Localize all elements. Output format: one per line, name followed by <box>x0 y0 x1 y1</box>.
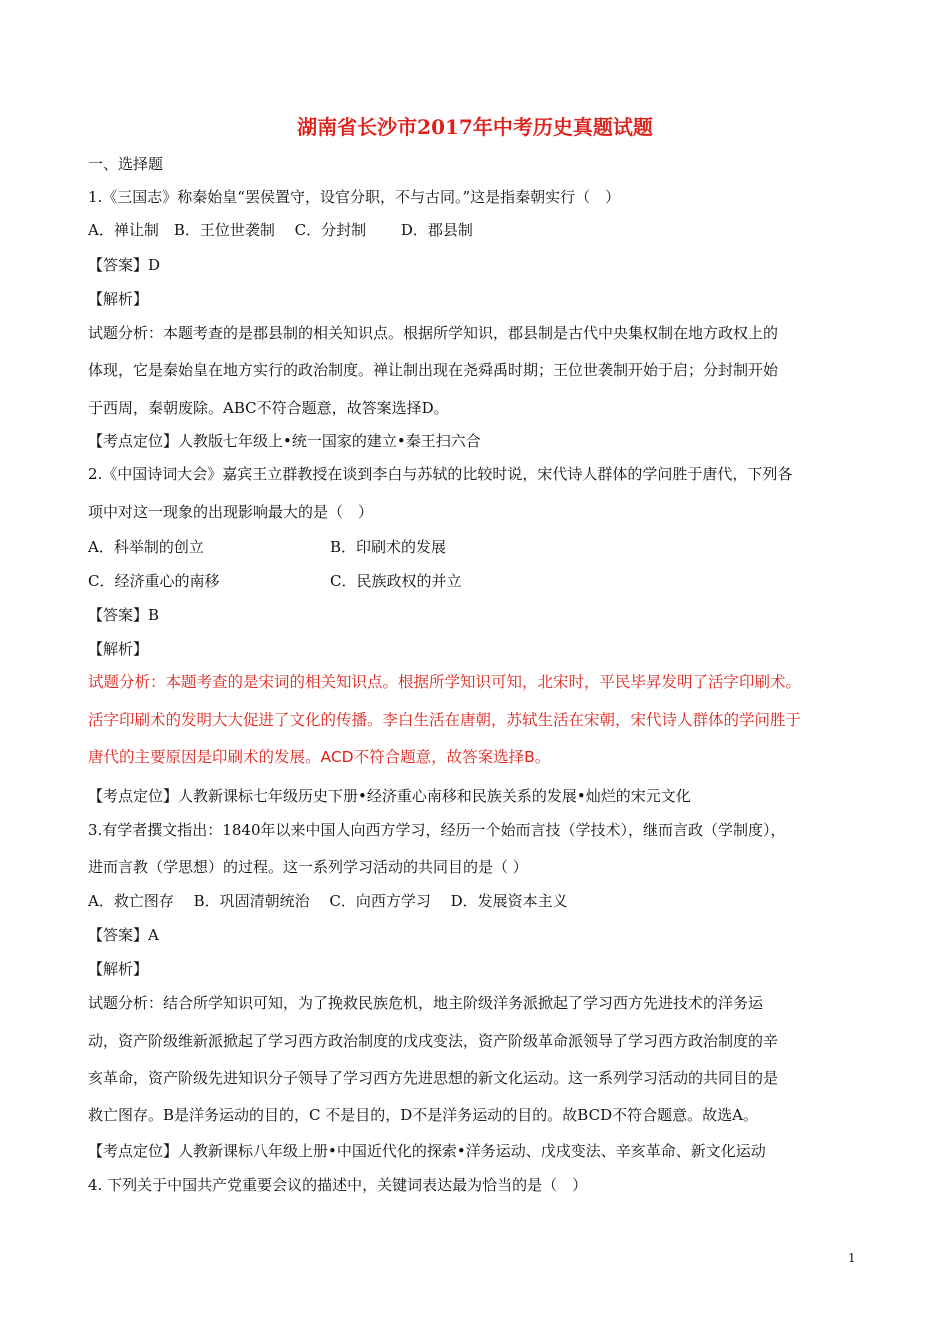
q2-option-d: C．民族政权的并立 <box>330 572 462 590</box>
q3-analysis-line: 救亡图存。B是洋务运动的目的，C 不是目的，D不是洋务运动的目的。故BCD不符合题意。故选A。 <box>88 1106 758 1124</box>
q2-analysis-line: 活字印刷术的发明大大促进了文化的传播。李白生活在唐朝，苏轼生活在宋朝，宋代诗人群体的学问胜于 <box>88 711 802 729</box>
q2-option-b: B．印刷术的发展 <box>330 538 447 556</box>
document-title: 湖南省长沙市2017年中考历史真题试题 <box>297 115 653 139</box>
q1-analysis-line: 试题分析：本题考查的是郡县制的相关知识点。根据所学知识，郡县制是古代中央集权制在地方政权上的 <box>88 324 779 342</box>
section-heading: 一、选择题 <box>88 155 164 173</box>
q3-analysis-label: 【解析】 <box>88 960 149 978</box>
q2-stem-line: 项中对这一现象的出现影响最大的是（ ） <box>88 503 374 521</box>
q1-point: 【考点定位】人教版七年级上•统一国家的建立•秦王扫六合 <box>88 432 481 450</box>
q4-stem: 4. 下列关于中国共产党重要会议的描述中，关键词表达最为恰当的是（ ） <box>88 1176 588 1194</box>
q2-stem-line: 2.《中国诗词大会》嘉宾王立群教授在谈到李白与苏轼的比较时说，宋代诗人群体的学问胜于唐代，下列各 <box>88 465 793 483</box>
q1-analysis-line: 于西周，秦朝废除。ABC不符合题意，故答案选择D。 <box>88 399 449 417</box>
q3-answer: 【答案】A <box>88 926 159 944</box>
q3-analysis-line: 亥革命，资产阶级先进知识分子领导了学习西方先进思想的新文化运动。这一系列学习活动的共同目的是 <box>88 1069 779 1087</box>
q3-stem-line: 3.有学者撰文指出：1840年以来中国人向西方学习，经历一个始而言技（学技术），继而言政（学制度）， <box>88 821 786 839</box>
q3-analysis-line: 试题分析：结合所学知识可知，为了挽救民族危机，地主阶级洋务派掀起了学习西方先进技术的洋务运 <box>88 994 764 1012</box>
q3-point: 【考点定位】人教新课标八年级上册•中国近代化的探索•洋务运动、戊戌变法、辛亥革命、新文化运动 <box>88 1142 766 1160</box>
q2-option-a: A．科举制的创立 <box>88 538 204 556</box>
q2-analysis-line: 试题分析：本题考查的是宋词的相关知识点。根据所学知识可知，北宋时，平民毕昇发明了活字印刷术。 <box>88 673 802 691</box>
q2-analysis-label: 【解析】 <box>88 640 149 658</box>
q3-stem-line: 进而言教（学思想）的过程。这一系列学习活动的共同目的是（ ） <box>88 858 528 876</box>
q3-analysis-line: 动，资产阶级维新派掀起了学习西方政治制度的戊戌变法，资产阶级革命派领导了学习西方政治制度的辛 <box>88 1032 779 1050</box>
q1-options: A．禅让制 B．王位世袭制 C．分封制 D．郡县制 <box>88 221 473 239</box>
q2-analysis-line: 唐代的主要原因是印刷术的发展。ACD不符合题意，故答案选择B。 <box>88 748 551 766</box>
q1-answer: 【答案】D <box>88 256 161 274</box>
q1-stem: 1.《三国志》称秦始皇“罢侯置守，设官分职，不与古同。”这是指秦朝实行（ ） <box>88 188 621 206</box>
q1-analysis-label: 【解析】 <box>88 290 149 308</box>
q3-options: A．救亡图存 B．巩固清朝统治 C．向西方学习 D．发展资本主义 <box>88 892 568 910</box>
q2-point: 【考点定位】人教新课标七年级历史下册•经济重心南移和民族关系的发展•灿烂的宋元文化 <box>88 787 691 805</box>
page-number: 1 <box>848 1251 856 1265</box>
q1-analysis-line: 体现，它是秦始皇在地方实行的政治制度。禅让制出现在尧舜禹时期；王位世袭制开始于启；分封制开始 <box>88 361 779 379</box>
q2-answer: 【答案】B <box>88 606 160 624</box>
q2-option-c: C．经济重心的南移 <box>88 572 220 590</box>
